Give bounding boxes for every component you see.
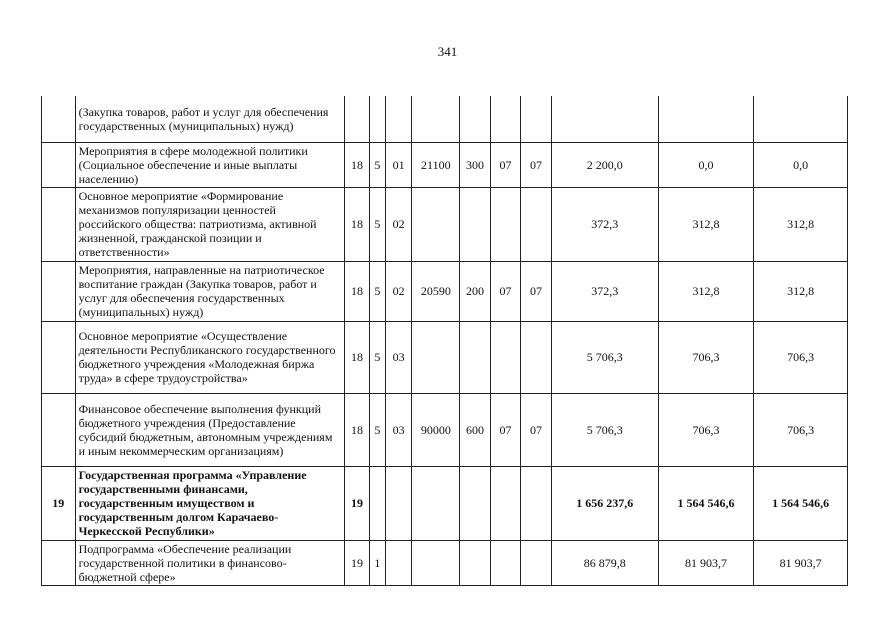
code-activity: 02 — [385, 261, 411, 321]
code-subsection: 07 — [521, 261, 552, 321]
code-direction: 20590 — [412, 261, 460, 321]
amount-year-1: 86 879,8 — [551, 540, 658, 585]
code-section: 07 — [490, 393, 521, 466]
code-expense-type: 200 — [460, 261, 491, 321]
code-subsection — [521, 466, 552, 540]
amount-year-1: 372,3 — [551, 261, 658, 321]
row-index — [42, 142, 76, 187]
code-direction: 21100 — [412, 142, 460, 187]
code-ministry — [345, 96, 369, 142]
code-direction — [412, 96, 460, 142]
table-row — [42, 261, 848, 321]
item-name: Подпрограмма «Обеспечение реализации государственной политики в финансово-бюджетной сфере» — [75, 540, 345, 585]
row-index: 19 — [42, 466, 76, 540]
amount-year-1: 5 706,3 — [551, 393, 658, 466]
code-subprogram: 1 — [369, 540, 385, 585]
code-subsection: 07 — [521, 142, 552, 187]
code-ministry: 19 — [345, 540, 369, 585]
code-ministry: 18 — [345, 393, 369, 466]
code-activity: 02 — [385, 187, 411, 261]
code-section — [490, 321, 521, 393]
code-direction — [412, 466, 460, 540]
item-name: Финансовое обеспечение выполнения функций бюджетного учреждения (Предоставление субсидий бюджетным, автономным учреждениям и иным некоммерческим организациям) — [75, 393, 345, 466]
table-row — [42, 187, 848, 261]
code-section — [490, 187, 521, 261]
table-row — [42, 466, 848, 540]
code-section: 07 — [490, 142, 521, 187]
code-activity — [385, 96, 411, 142]
code-activity — [385, 466, 411, 540]
code-direction — [412, 187, 460, 261]
code-section: 07 — [490, 261, 521, 321]
row-index — [42, 96, 76, 142]
amount-year-2 — [658, 96, 754, 142]
amount-year-1 — [551, 96, 658, 142]
amount-year-2: 706,3 — [658, 393, 754, 466]
amount-year-1: 5 706,3 — [551, 321, 658, 393]
item-name: Мероприятия, направленные на патриотическое воспитание граждан (Закупка товаров, работ и услуг для обеспечения государственных (муниципальных) нужд) — [75, 261, 345, 321]
amount-year-1: 372,3 — [551, 187, 658, 261]
code-activity — [385, 540, 411, 585]
code-subsection: 07 — [521, 393, 552, 466]
table-row — [42, 393, 848, 466]
amount-year-1: 1 656 237,6 — [551, 466, 658, 540]
item-name: Основное мероприятие «Формирование механизмов популяризации ценностей российского общества: патриотизма, активной жизненной, гражданской позиции и ответственности» — [75, 187, 345, 261]
table-row — [42, 142, 848, 187]
item-name: Основное мероприятие «Осуществление деятельности Республиканского государственного бюджетного учреждения «Молодежная биржа труда» в сфере трудоустройства» — [75, 321, 345, 393]
amount-year-3: 81 903,7 — [754, 540, 848, 585]
code-expense-type — [460, 187, 491, 261]
code-subprogram: 5 — [369, 393, 385, 466]
code-subprogram: 5 — [369, 321, 385, 393]
amount-year-1: 2 200,0 — [551, 142, 658, 187]
amount-year-2: 1 564 546,6 — [658, 466, 754, 540]
code-subsection — [521, 187, 552, 261]
page-number: 341 — [437, 44, 458, 59]
code-subprogram: 5 — [369, 261, 385, 321]
amount-year-3: 0,0 — [754, 142, 848, 187]
amount-year-2: 706,3 — [658, 321, 754, 393]
code-activity: 03 — [385, 393, 411, 466]
amount-year-2: 312,8 — [658, 261, 754, 321]
amount-year-3: 706,3 — [754, 321, 848, 393]
code-subprogram — [369, 466, 385, 540]
code-subsection — [521, 540, 552, 585]
table-row — [42, 540, 848, 585]
amount-year-3: 1 564 546,6 — [754, 466, 848, 540]
code-expense-type — [460, 96, 491, 142]
amount-year-2: 312,8 — [658, 187, 754, 261]
amount-year-3: 312,8 — [754, 261, 848, 321]
amount-year-3: 706,3 — [754, 393, 848, 466]
code-section — [490, 96, 521, 142]
amount-year-2: 0,0 — [658, 142, 754, 187]
code-activity: 01 — [385, 142, 411, 187]
row-index — [42, 261, 76, 321]
code-direction — [412, 540, 460, 585]
code-subprogram — [369, 96, 385, 142]
code-subsection — [521, 96, 552, 142]
row-index — [42, 321, 76, 393]
code-subprogram: 5 — [369, 142, 385, 187]
code-expense-type: 300 — [460, 142, 491, 187]
item-name: Мероприятия в сфере молодежной политики (Социальное обеспечение и иные выплаты населению) — [75, 142, 345, 187]
code-direction — [412, 321, 460, 393]
code-subprogram: 5 — [369, 187, 385, 261]
code-expense-type — [460, 321, 491, 393]
table-row — [42, 321, 848, 393]
code-ministry: 18 — [345, 187, 369, 261]
item-name: (Закупка товаров, работ и услуг для обеспечения государственных (муниципальных) нужд) — [75, 96, 345, 142]
code-ministry: 19 — [345, 466, 369, 540]
row-index — [42, 393, 76, 466]
row-index — [42, 540, 76, 585]
code-section — [490, 540, 521, 585]
code-ministry: 18 — [345, 321, 369, 393]
code-expense-type — [460, 466, 491, 540]
amount-year-3 — [754, 96, 848, 142]
code-expense-type: 600 — [460, 393, 491, 466]
code-subsection — [521, 321, 552, 393]
code-ministry: 18 — [345, 142, 369, 187]
row-index — [42, 187, 76, 261]
table-row — [42, 96, 848, 142]
code-ministry: 18 — [345, 261, 369, 321]
code-expense-type — [460, 540, 491, 585]
item-name: Государственная программа «Управление государственными финансами, государственным имуществом и государственным долгом Карачаево-Черкесской Республики» — [75, 466, 345, 540]
code-activity: 03 — [385, 321, 411, 393]
code-section — [490, 466, 521, 540]
code-direction: 90000 — [412, 393, 460, 466]
amount-year-3: 312,8 — [754, 187, 848, 261]
budget-table — [41, 96, 848, 586]
amount-year-2: 81 903,7 — [658, 540, 754, 585]
